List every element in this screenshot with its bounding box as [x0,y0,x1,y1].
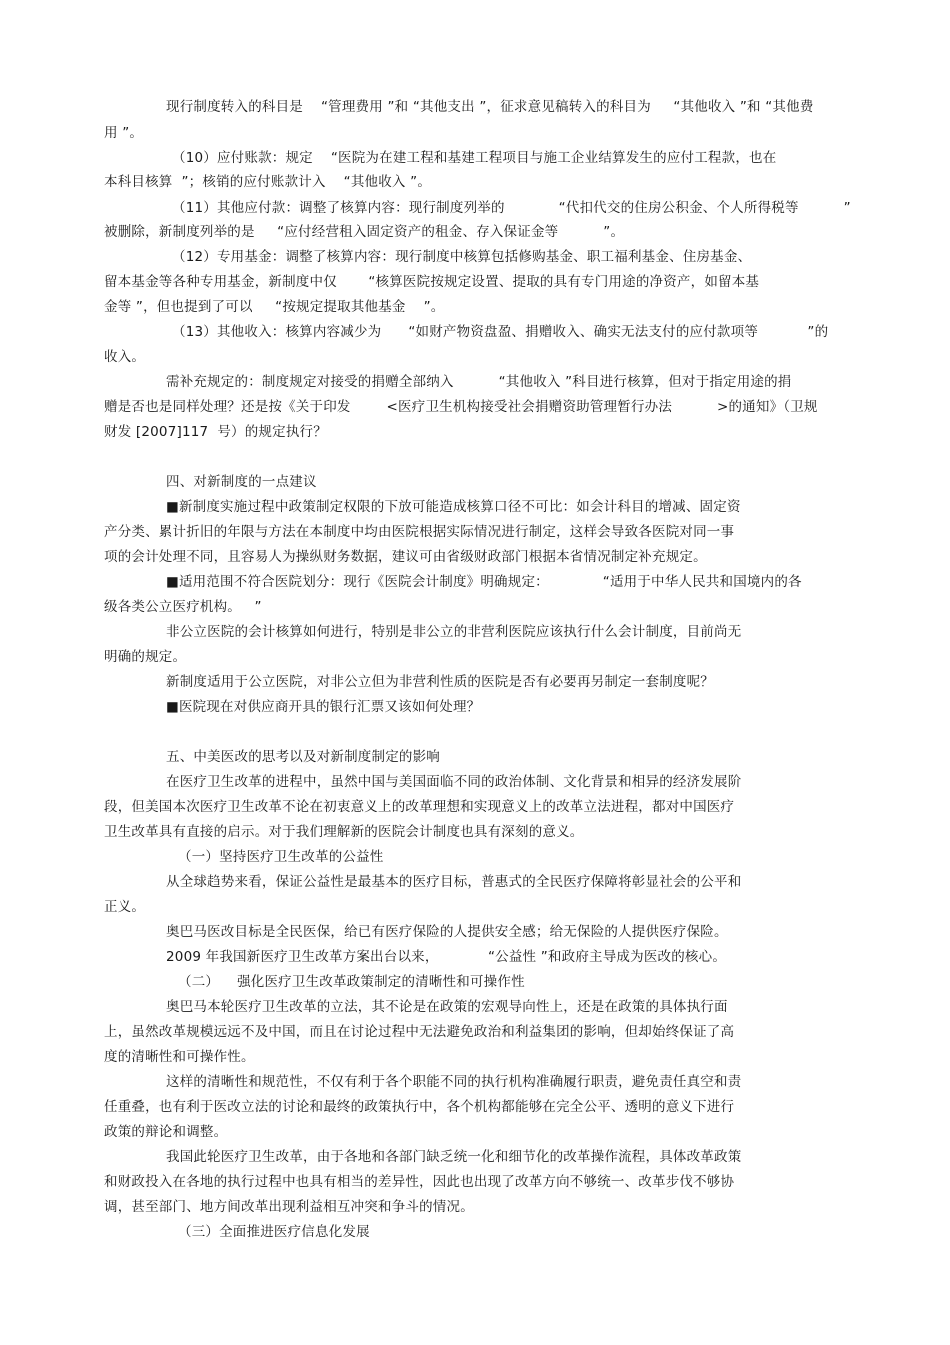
text-line: 用 ”。 [104,125,144,141]
text-line: 调，甚至部门、地方间改革出现利益相互冲突和争斗的情况。 [104,1199,474,1215]
text-line: ■医院现在对供应商开具的银行汇票又该如何处理？ [166,699,481,715]
text-line: 收入。 [104,349,146,365]
text-line: （13）其他收入：核算内容减少为 “如财产物资盘盈、捐赠收入、确实无法支付的应付款项等 ”的 [172,324,829,340]
text-line: 段，但美国本次医疗卫生改革不论在初衷意义上的改革理想和实现意义上的改革立法进程，都对中国医疗 [104,799,735,815]
text-line: 奥巴马医改目标是全民医保，给已有医疗保险的人提供安全感；给无保险的人提供医疗保险。 [166,924,728,940]
text-line: 财发 [2007]117 号）的规定执行？ [104,424,327,440]
subsection-heading: （二） 强化医疗卫生改革政策制定的清晰性和可操作性 [178,974,525,990]
text-line: 卫生改革具有直接的启示。对于我们理解新的医院会计制度也具有深刻的意义。 [104,824,584,840]
text-line: 我国此轮医疗卫生改革，由于各地和各部门缺乏统一化和细节化的改革操作流程，具体改革政策 [166,1149,742,1165]
section-heading: 四、对新制度的一点建议 [166,474,317,490]
text-line: 上，虽然改革规模远远不及中国，而且在讨论过程中无法避免政治和利益集团的影响，但却始终保证了高 [104,1024,735,1040]
text-line: 赠是否也是同样处理？还是按《关于印发 <医疗卫生机构接受社会捐赠资助管理暂行办法 >的通知》（卫规 [104,399,818,415]
text-line: （12）专用基金：调整了核算内容：现行制度中核算包括修购基金、职工福利基金、住房基金、 [172,249,752,265]
text-line: 被删除，新制度列举的是 “应付经营租入固定资产的租金、存入保证金等 ”。 [104,224,625,240]
subsection-heading: （三）全面推进医疗信息化发展 [178,1224,370,1240]
text-line: （10）应付账款：规定 “医院为在建工程和基建工程项目与施工企业结算发生的应付工程款，也在 [172,150,777,166]
text-line: 这样的清晰性和规范性，不仅有利于各个职能不同的执行机构准确履行职责，避免责任真空和责 [166,1074,742,1090]
text-line: 新制度适用于公立医院，对非公立但为非营利性质的医院是否有必要再另制定一套制度呢？ [166,674,714,690]
text-line: 留本基金等各种专用基金，新制度中仅 “核算医院按规定设置、提取的具有专门用途的净资产，如留本基 [104,274,760,290]
text-line: 任重叠，也有利于医改立法的讨论和最终的政策执行中，各个机构都能够在完全公平、透明的意义下进行 [104,1099,735,1115]
text-line: 产分类、累计折旧的年限与方法在本制度中均由医院根据实际情况进行制定，这样会导致各医院对同一事 [104,524,735,540]
text-line: ■适用范围不符合医院划分：现行《医院会计制度》明确规定： “适用于中华人民共和国境内的各 [166,574,802,590]
text-line: 金等 ”，但也提到了可以 “按规定提取其他基金 ”。 [104,299,445,315]
text-line: 和财政投入在各地的执行过程中也具有相当的差异性，因此也出现了改革方向不够统一、改革步伐不够协 [104,1174,735,1190]
text-line: 度的清晰性和可操作性。 [104,1049,255,1065]
text-line: 需补充规定的：制度规定对接受的捐赠全部纳入 “其他收入 ”科目进行核算，但对于指定用途的捐 [166,374,792,390]
text-line: 从全球趋势来看，保证公益性是最基本的医疗目标，普惠式的全民医疗保障将彰显社会的公平和 [166,874,742,890]
text-line: 奥巴马本轮医疗卫生改革的立法，其不论是在政策的宏观导向性上，还是在政策的具体执行面 [166,999,728,1015]
text-line: 级各类公立医疗机构。 ” [104,599,262,615]
text-line: （11）其他应付款：调整了核算内容：现行制度列举的 “代扣代交的住房公积金、个人所得税等 ” [172,200,851,216]
text-line: 现行制度转入的科目是 “管理费用 ”和 “其他支出 ”，征求意见稿转入的科目为 “其他收入 ”和 “其他费 [166,99,814,115]
text-line: 政策的辩论和调整。 [104,1124,228,1140]
text-line: 项的会计处理不同，且容易人为操纵财务数据，建议可由省级财政部门根据本省情况制定补充规定。 [104,549,707,565]
text-line: 在医疗卫生改革的进程中，虽然中国与美国面临不同的政治体制、文化背景和相异的经济发展阶 [166,774,742,790]
text-line: 本科目核算 ”；核销的应付账款计入 “其他收入 ”。 [104,174,432,190]
text-line: 明确的规定。 [104,649,187,665]
text-line: 2009 年我国新医疗卫生改革方案出台以来， “公益性 ”和政府主导成为医改的核心。 [166,949,727,965]
text-line: 正义。 [104,899,146,915]
text-line: 非公立医院的会计核算如何进行，特别是非公立的非营利医院应该执行什么会计制度，目前尚无 [166,624,742,640]
subsection-heading: （一）坚持医疗卫生改革的公益性 [178,849,384,865]
section-heading: 五、中美医改的思考以及对新制度制定的影响 [166,749,440,765]
text-line: ■新制度实施过程中政策制定权限的下放可能造成核算口径不可比：如会计科目的增减、固定资 [166,499,741,515]
